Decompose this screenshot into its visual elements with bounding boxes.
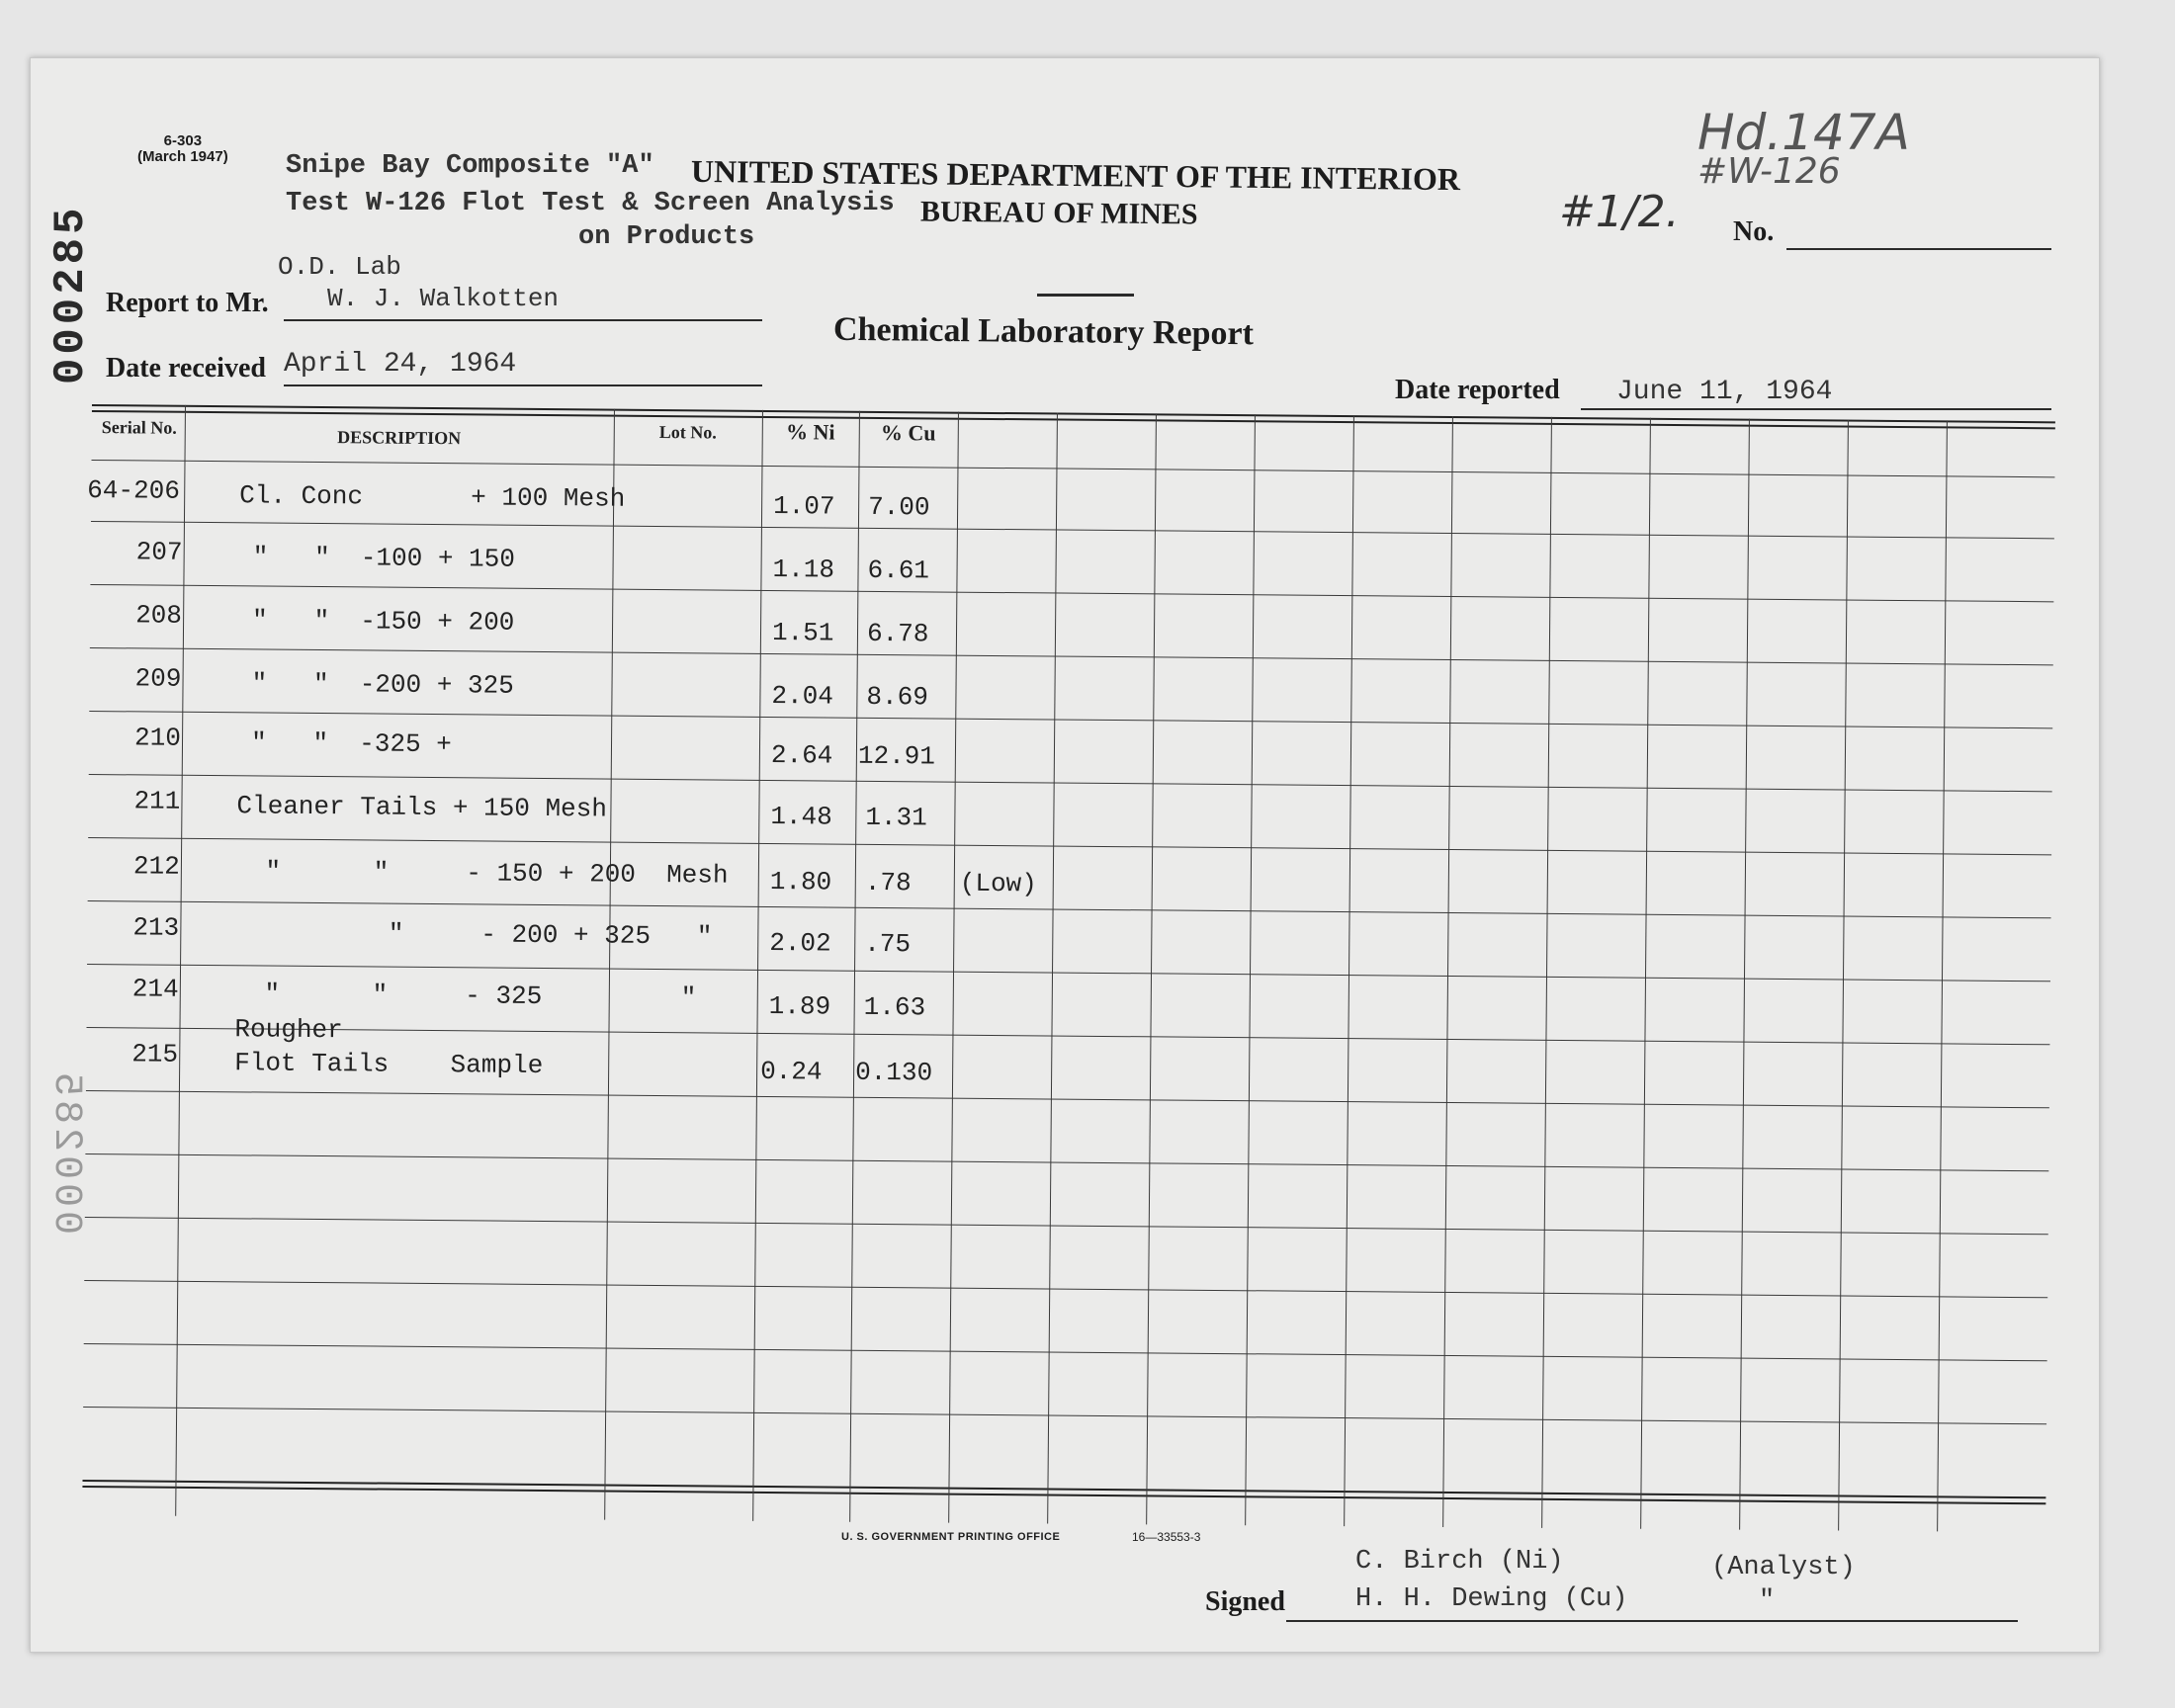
- analyst-label: (Analyst): [1711, 1553, 1856, 1582]
- report-to-value: W. J. Walkotten: [327, 284, 560, 313]
- sample-line-2: Test W-126 Flot Test & Screen Analysis: [286, 189, 895, 218]
- row-line: [87, 964, 2050, 982]
- form-date: (March 1947): [137, 148, 228, 165]
- row-description: " " -150 + 200: [251, 605, 515, 638]
- row-ni: 2.64: [770, 740, 833, 771]
- row-cu: 1.31: [865, 802, 927, 833]
- row-description: Cleaner Tails + 150 Mesh: [236, 791, 608, 824]
- row-cu: .78: [864, 867, 912, 898]
- row-description: " " - 150 + 200 Mesh: [249, 856, 729, 891]
- row-description-top: Rougher: [234, 1014, 343, 1046]
- row-serial: 208: [135, 600, 183, 631]
- sample-line-3: on Products: [578, 222, 755, 252]
- row-description: " - 200 + 325 ": [249, 917, 713, 952]
- row-ni: 0.24: [760, 1056, 823, 1087]
- form-number: 6-303: [163, 132, 203, 149]
- row-cu: 0.130: [855, 1057, 933, 1088]
- date-received-label: Date received: [106, 353, 266, 384]
- row-line: [85, 1217, 2048, 1235]
- signature-line: [1286, 1620, 2018, 1622]
- printing-office: U. S. GOVERNMENT PRINTING OFFICE: [841, 1531, 1061, 1543]
- results-table: [82, 404, 2055, 1532]
- no-field-line: [1786, 248, 2051, 250]
- report-title: Chemical Laboratory Report: [832, 310, 1255, 353]
- row-description: " " -100 + 150: [252, 542, 516, 574]
- header-serial: Serial No.: [101, 417, 177, 438]
- date-reported-label: Date reported: [1395, 375, 1560, 405]
- col-line: [175, 405, 186, 1516]
- row-note: (Low): [959, 868, 1037, 899]
- handwritten-ref-1: Hd.147A: [1697, 104, 1910, 161]
- row-ni: 1.48: [770, 802, 832, 832]
- col-line: [1640, 418, 1651, 1529]
- handwritten-ref-2: #W-126: [1697, 151, 1841, 192]
- row-ni: 2.04: [771, 681, 834, 712]
- row-description: " " -325 +: [250, 727, 452, 760]
- col-line: [1739, 419, 1750, 1530]
- col-line: [948, 412, 959, 1523]
- header-bottom-rule: [92, 460, 2055, 477]
- row-serial: 210: [133, 723, 181, 753]
- row-line: [84, 1343, 2047, 1361]
- header-ni: % Ni: [785, 419, 835, 445]
- row-line: [90, 584, 2053, 602]
- row-cu: 1.63: [863, 991, 926, 1023]
- form-code: [137, 133, 228, 165]
- col-line: [752, 410, 763, 1521]
- date-reported-value: June 11, 1964: [1616, 377, 1833, 407]
- col-line: [1344, 415, 1354, 1526]
- col-line: [1838, 419, 1849, 1530]
- row-line: [83, 1407, 2046, 1424]
- row-description: Flot Tails Sample: [234, 1048, 544, 1081]
- col-line: [849, 411, 860, 1522]
- row-cu: 6.61: [867, 555, 930, 586]
- row-line: [86, 1090, 2049, 1108]
- row-ni: 1.18: [772, 555, 835, 585]
- row-description: " " - 325 ": [248, 979, 697, 1013]
- bureau-heading: BUREAU OF MINES: [919, 195, 1198, 231]
- row-line: [89, 774, 2052, 792]
- row-serial: 214: [131, 974, 179, 1004]
- row-line: [88, 837, 2051, 855]
- row-ni: 2.02: [769, 928, 831, 959]
- header-cu: % Cu: [880, 419, 936, 446]
- row-serial: 211: [133, 786, 181, 816]
- col-line: [1245, 414, 1256, 1525]
- heading-divider: [1037, 294, 1134, 297]
- row-line: [90, 647, 2053, 665]
- department-heading: UNITED STATES DEPARTMENT OF THE INTERIOR: [690, 152, 1461, 198]
- header-lot: Lot No.: [658, 422, 717, 443]
- row-serial: 213: [132, 912, 180, 943]
- lab-name: O.D. Lab: [278, 252, 401, 282]
- report-sheet: [30, 57, 2100, 1653]
- col-line: [1047, 413, 1058, 1524]
- row-line: [85, 1153, 2048, 1171]
- row-ni: 1.89: [768, 990, 831, 1022]
- signed-label: Signed: [1205, 1586, 1285, 1617]
- handwritten-ref-3: #1/2.: [1559, 187, 1680, 237]
- row-cu: 6.78: [866, 618, 929, 649]
- serial-stamp-mirror: 000285: [44, 1068, 88, 1235]
- signer-cu: H. H. Dewing (Cu): [1355, 1584, 1628, 1614]
- row-description: " " -200 + 325: [251, 668, 514, 701]
- row-serial: 207: [135, 537, 183, 567]
- header-description: DESCRIPTION: [337, 427, 462, 449]
- no-label: No.: [1733, 216, 1775, 247]
- row-description: Cl. Conc + 100 Mesh: [239, 480, 626, 514]
- row-ni: 1.51: [771, 618, 834, 648]
- report-to-line: [284, 319, 762, 321]
- col-line: [1146, 413, 1157, 1524]
- col-line: [1937, 420, 1948, 1531]
- row-line: [89, 711, 2052, 728]
- serial-stamp: 000285: [46, 204, 96, 384]
- report-to-label: Report to Mr.: [106, 288, 269, 318]
- date-reported-line: [1581, 408, 2051, 410]
- row-ni: 1.07: [772, 491, 835, 522]
- row-line: [84, 1280, 2047, 1298]
- row-serial: 212: [132, 851, 180, 882]
- sample-line-1: Snipe Bay Composite "A": [286, 151, 654, 181]
- row-cu: .75: [864, 928, 912, 960]
- ditto-mark: ": [1759, 1586, 1776, 1616]
- col-line: [1442, 416, 1453, 1527]
- row-cu: 8.69: [866, 681, 928, 713]
- col-line: [604, 409, 615, 1520]
- row-line: [86, 1027, 2049, 1045]
- row-line: [88, 900, 2051, 918]
- date-received-value: April 24, 1964: [284, 349, 517, 380]
- row-cu: 12.91: [857, 740, 936, 772]
- signer-ni: C. Birch (Ni): [1355, 1547, 1564, 1577]
- row-serial: 64-206: [87, 474, 180, 506]
- row-cu: 7.00: [867, 491, 930, 523]
- row-ni: 1.80: [769, 867, 832, 897]
- row-serial: 209: [134, 663, 182, 694]
- row-line: [91, 521, 2054, 539]
- col-line: [1541, 417, 1552, 1528]
- date-received-line: [284, 384, 762, 386]
- printing-code: 16—33553-3: [1132, 1530, 1201, 1544]
- row-serial: 215: [131, 1039, 179, 1069]
